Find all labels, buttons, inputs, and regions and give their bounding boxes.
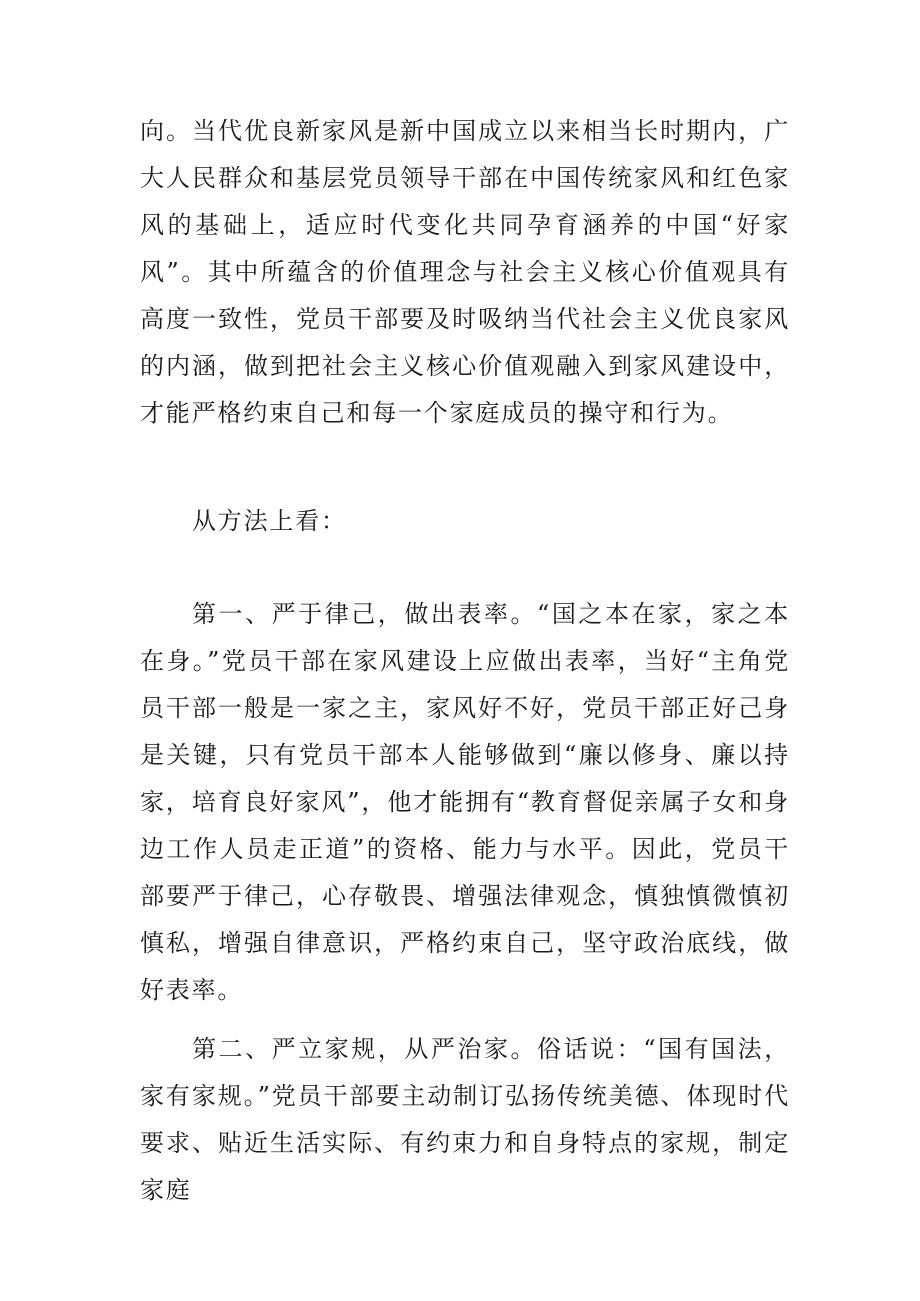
paragraph-method-heading: 从方法上看： [192, 507, 347, 535]
paragraph-first-point: 第一、严于律己，做出表率。“国之本在家，家之本在身。”党员干部在家风建设上应做出表率，当好“主角党员干部一般是一家之主，家风好不好，党员干部正好己身是关键，只有党员干部本人能够做到“廉以修身、廉以持家，培育良好家风”，他才能拥有“教育督促亲属子女和身边工作人员走正道”的资格、能力与水平。因此，党员干部要严于律己，心存敬畏、增强法律观念，慎独慎微慎初慎私，增强自律意识，严格约束自己，坚守政治底线，做好表率。 [140, 600, 790, 1004]
paragraph-second-point: 第二、严立家规，从严治家。俗话说：“国有国法，家有家规。”党员干部要主动制订弘扬传统美德、体现时代要求、贴近生活实际、有约束力和自身特点的家规，制定家庭 [140, 1035, 790, 1204]
paragraph-continuation: 向。当代优良新家风是新中国成立以来相当长时期内，广大人民群众和基层党员领导干部在中国传统家风和红色家风的基础上，适应时代变化共同孕育涵养的中国“好家风”。其中所蕴含的价值理念与社会主义核心价值观具有高度一致性，党员干部要及时吸纳当代社会主义优良家风的内涵，做到把社会主义核心价值观融入到家风建设中，才能严格约束自己和每一个家庭成员的操守和行为。 [140, 117, 790, 427]
